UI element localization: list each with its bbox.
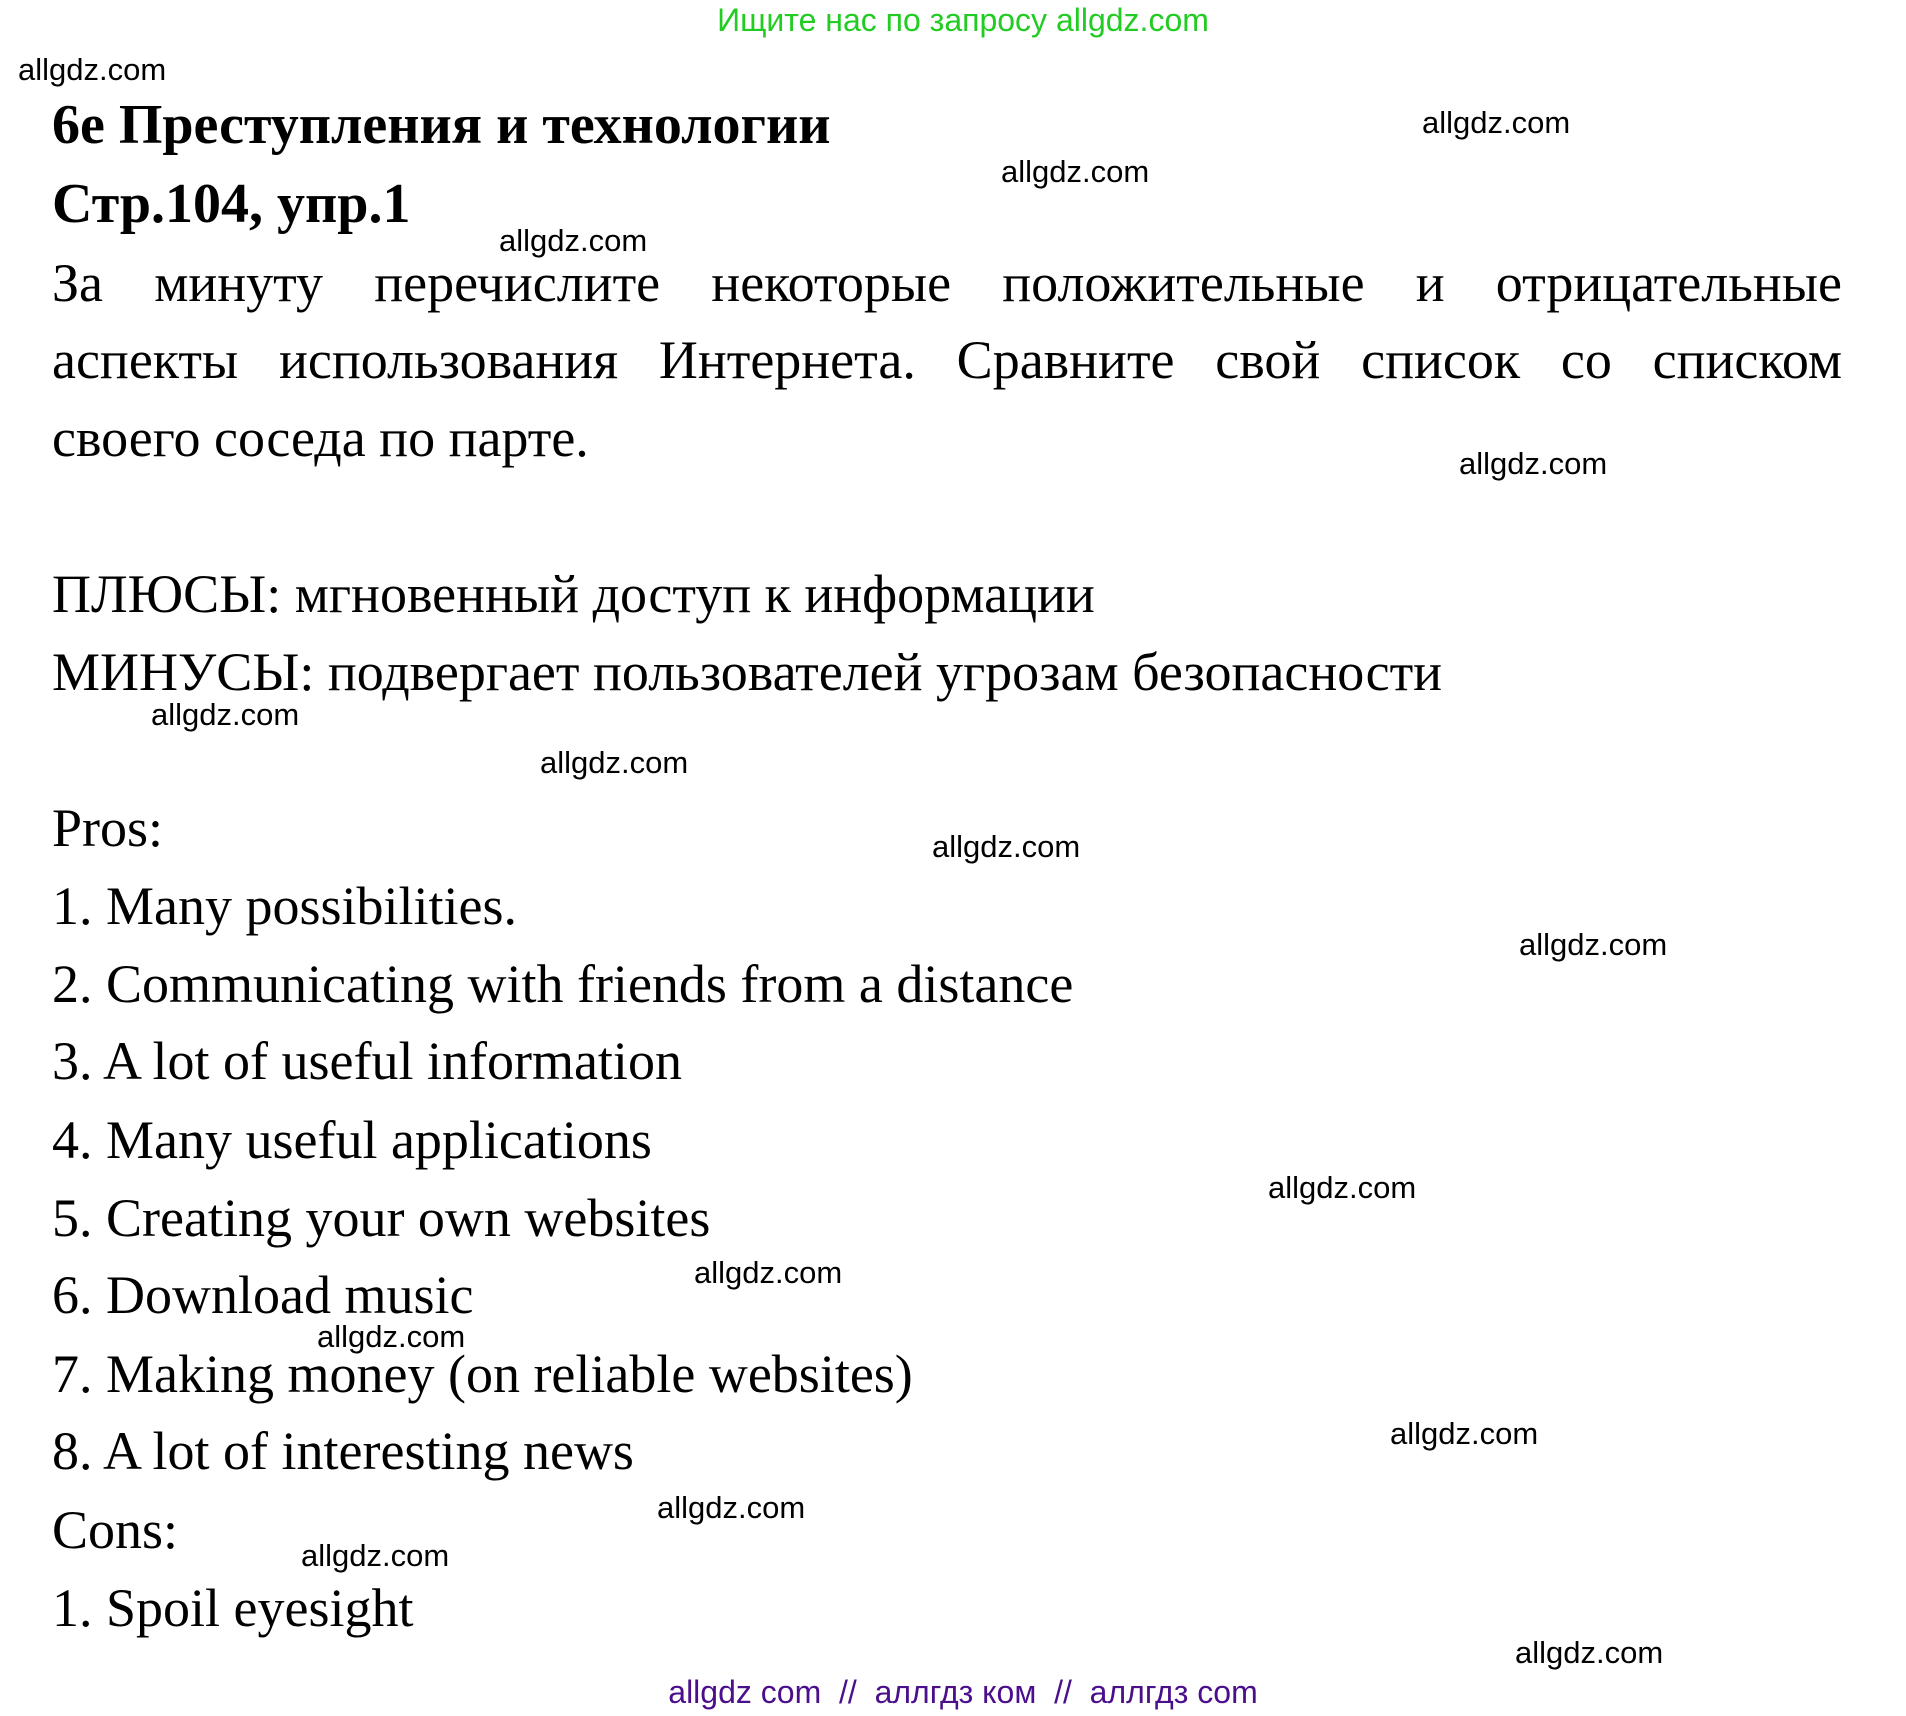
minus-summary: МИНУСЫ: подвергает пользователей угрозам безопасности xyxy=(52,642,1443,702)
search-banner: Ищите нас по запросу allgdz.com xyxy=(717,2,1209,38)
watermark: allgdz.com xyxy=(1459,446,1608,481)
pros-item: 8. A lot of interesting news xyxy=(52,1421,634,1481)
watermark: allgdz.com xyxy=(540,745,689,780)
pros-item: 7. Making money (on reliable websites) xyxy=(52,1344,913,1404)
pros-item: 5. Creating your own websites xyxy=(52,1188,711,1248)
plus-summary: ПЛЮСЫ: мгновенный доступ к информации xyxy=(52,564,1095,624)
pros-item: 6. Download music xyxy=(52,1265,474,1325)
watermark: allgdz.com xyxy=(317,1319,466,1354)
watermark: allgdz.com xyxy=(1001,154,1150,189)
cons-item: 1. Spoil eyesight xyxy=(52,1578,414,1638)
pros-item: 1. Many possibilities. xyxy=(52,876,518,936)
task-line: аспекты использования Интернета. Сравните свой список со списком xyxy=(52,330,1842,390)
exercise-reference: Стр.104, упр.1 xyxy=(52,173,411,235)
pros-item: 4. Many useful applications xyxy=(52,1110,652,1170)
cons-label: Cons: xyxy=(52,1500,179,1560)
watermark: allgdz.com xyxy=(301,1538,450,1573)
watermark: allgdz.com xyxy=(1519,927,1668,962)
watermark: allgdz.com xyxy=(1390,1416,1539,1451)
watermark: allgdz.com xyxy=(932,829,1081,864)
pros-label: Pros: xyxy=(52,798,164,858)
watermark: allgdz.com xyxy=(657,1490,806,1525)
pros-item: 2. Communicating with friends from a distance xyxy=(52,954,1074,1014)
watermark: allgdz.com xyxy=(1515,1635,1664,1670)
task-line: своего соседа по парте. xyxy=(52,408,589,468)
task-line: За минуту перечислите некоторые положительные и отрицательные xyxy=(52,253,1842,313)
pros-item: 3. A lot of useful information xyxy=(52,1031,682,1091)
watermark: allgdz.com xyxy=(1268,1170,1417,1205)
watermark: allgdz.com xyxy=(18,52,167,87)
bottom-banner: allgdz com // аллгдз ком // аллгдз com xyxy=(668,1674,1258,1710)
watermark: allgdz.com xyxy=(694,1255,843,1290)
page-title: 6е Преступления и технологии xyxy=(52,94,831,156)
watermark: allgdz.com xyxy=(1422,105,1571,140)
watermark: allgdz.com xyxy=(151,697,300,732)
watermark: allgdz.com xyxy=(499,223,648,258)
